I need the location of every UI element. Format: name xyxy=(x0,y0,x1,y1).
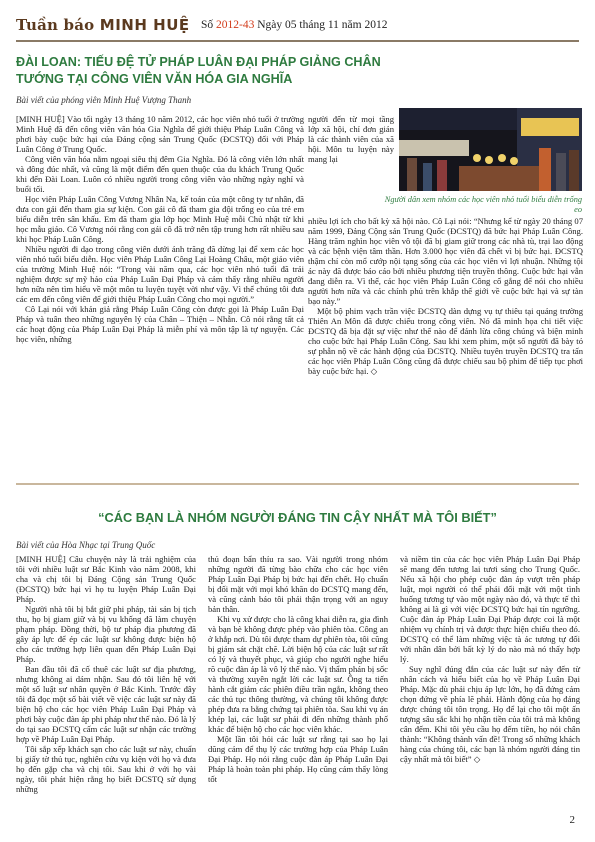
header-rule xyxy=(16,40,579,42)
issue-number: 2012-43 xyxy=(216,19,255,31)
masthead-left: Tuần báo xyxy=(16,16,95,34)
paragraph: Khi vụ xử được cho là công khai diễn ra, gia đình và bạn bè không được phép vào phiên tòa. Công an ở khắp nơi. Dù tôi được tham dự phiên tòa, tôi cũng bị giám sát chặt chẽ. Lời biện hộ của các luật sư rất có lý và thuyết phục, và giúp cho người nghe hiểu rõ cuộc đàn áp là vô lý thế nào. Vị thẩm phán bị sốc và thường xuyên ngắt lời các luật sư. Ông ta tiến hành cắt giảm các phiên điều trần ngắn, không theo các thủ tục thông thường, và chúng tôi không được phép đưa ra bằng chứng tại phiên tòa. Sau khi vụ án khép lại, các luật sư phải đi đến những thành phố khác để biện hộ cho các học viên khác. xyxy=(208,614,388,734)
article-2-column-1 xyxy=(16,554,196,794)
issue-prefix: Số xyxy=(201,19,214,31)
article-1-column-2 xyxy=(308,114,394,164)
paragraph: và niềm tin của các học viên Pháp Luân Đại Pháp sẽ mang đến tương lai tươi sáng cho Trung Quốc. Nếu xã hội cho phép cuộc đàn áp vượt trên pháp luật, mọi người có thể phải đối mặt với một tình huống tương tự vào một ngày nào đó, và thực tế thì không ai là gì với việc ĐCSTQ bức hại tín ngưỡng. Cuộc đàn áp Pháp Luân Đại Pháp được coi là một nhiệm vụ chính trị và được thực hiện chiếu theo đó. ĐCSTQ có thể làm những việc tà ác tương tự đối với nhân dân bởi bất kỳ lý do nào mà nó thấy hợp lý. xyxy=(400,554,580,664)
paragraph: Ban đầu tôi đã cố thuê các luật sư địa phương, nhưng không ai dám nhận. Sau đó tôi liên hệ với một số luật sư nhân quyền ở Bắc Kinh. Trước đây tôi đã đọc một số bài viết về việc các luật sư này đã biện hộ cho các học viên Pháp Luân Đại Pháp và phơi bày cuộc đàn áp phi pháp như thế nào. Đó là lý do tại sao ĐCSTQ cấm các luật sư nhận các trường hợp về Pháp Luân Đại Pháp. xyxy=(16,664,196,744)
article-2-byline: Bài viết của Hòa Nhạc tại Trung Quốc xyxy=(16,540,156,550)
paragraph: Tôi sắp xếp khách sạn cho các luật sư này, chuẩn bị giấy tờ thủ tục, nghiên cứu vụ kiện với họ và đưa họ đến gặp cha và chị tôi. Sau khi ở với họ vài ngày, tôi phát hiện rằng họ biết ĐCSTQ sử dụng những xyxy=(16,744,196,794)
issue-date: Ngày 05 tháng 11 năm 2012 xyxy=(257,19,388,31)
issue-info xyxy=(201,19,387,31)
section-divider xyxy=(16,483,579,485)
paragraph: Suy nghĩ đúng đắn của các luật sư này đến từ nhân cách và hiểu biết của họ về Pháp Luân Đại Pháp. Mặc dù phải chịu áp lực lớn, họ đã đứng cảm chọn đứng về phía lẽ phải. Hành động của họ đáng được chúng tôi tôn trọng. Họ để lại cho tôi một ấn tượng sâu sắc khi họ nhận tiền của tôi trả mà không cân đếm. Khi tôi yêu cầu họ đếm tiền, họ nói chân thành: “Không thành vấn đề! Trong số những khách hàng của chúng tôi, các bạn là nhóm người đáng tin cậy nhất mà tôi biết” ◇ xyxy=(400,664,580,764)
photo-caption: Người dân xem nhóm các học viên nhỏ tuổi biểu diễn trống eo xyxy=(384,195,582,214)
paragraph: Học viên Pháp Luân Công Vương Nhân Na, kế toán của một công ty tư nhân, đã đưa con gái đến tham gia sự kiện. Con gái cô đã tham gia đội trống eo của trẻ em biểu diễn trên sân khấu. Em đã tham gia lớp học Minh Huệ mỗi Chủ nhật từ khi học mẫu giáo. Cô Vương nói rằng con gái cô đã trở nên tập trung hơn rất nhiều sau khi học Pháp Luân Công. xyxy=(16,194,304,244)
photo-drum-performance xyxy=(399,108,582,191)
paragraph: Một bộ phim vạch trần việc ĐCSTQ dàn dựng vụ tự thiêu tại quảng trường Thiên An Môn đã được chiếu trong công viên. Nó đã minh họa chi tiết việc ĐCSTQ đã bịa đặt sự việc như thế nào để đánh lừa công chúng và biện minh cho cuộc bức hại Pháp Luân Công. Sau khi xem phim, một số người đã bày tỏ sự phẫn nộ về các hành động của ĐCSTQ. Nhiều tuyên truyền ĐCSTQ tra tấn các học viên Pháp Luân Công cũng đã được chiếu sau bộ phim để tiếp tục phơi bày cuộc bức hại. ◇ xyxy=(308,306,583,376)
article-1-byline: Bài viết của phóng viên Minh Huệ Vượng Thanh xyxy=(16,95,192,105)
paragraph: Người nhà tôi bị bắt giữ phi pháp, tài sản bị tịch thu, họ bị giam giữ và bị vu khống đã làm chuyện phạm pháp. Đồng thời, bộ tư pháp địa phương đã gây áp lực để ép các luật sư không được biện hộ cho các trường hợp liên quan đến Pháp Luân Đại Pháp. xyxy=(16,604,196,664)
masthead xyxy=(16,16,190,34)
page-number: 2 xyxy=(569,814,575,826)
article-1-column-3 xyxy=(308,216,583,376)
masthead-right: MINH HUỆ xyxy=(99,16,190,34)
paragraph: Công viên văn hóa nằm ngoại siêu thị đêm Gia Nghĩa. Đó là công viên lớn nhất và đông đúc nhất, và cũng là một điểm đến quen thuộc của du khách Trung Quốc khi đến Đài Loan. Luôn có nhiều người trong công viên vào những ngày nghỉ và buổi tối. xyxy=(16,154,304,194)
article-2-title: “CÁC BẠN LÀ NHÓM NGƯỜI ĐÁNG TIN CẬY NHẤT MÀ TÔI BIẾT” xyxy=(98,510,497,525)
paragraph: [MINH HUỆ] Câu chuyện này là trải nghiệm của tôi với nhiều luật sư Bắc Kinh vào năm 2008, khi cha và chị tôi bị Đảng Cộng sản Trung Quốc (ĐCSTQ) bức hại vì họ tu luyện Pháp Luân Đại Pháp. xyxy=(16,554,196,604)
paragraph: Cô Lại nói với khán giả rằng Pháp Luân Công còn được gọi là Pháp Luân Đại Pháp và tuân theo những nguyên lý của Chân – Thiện – Nhẫn. Cô nói rằng tất cả các hoạt động của Pháp Luân Đại Pháp là miễn phí và môn tập là tự nguyện. Các học viên, những xyxy=(16,304,304,344)
page-header xyxy=(16,16,579,38)
article-2-column-2 xyxy=(208,554,388,784)
paragraph: người đến từ mọi tầng lớp xã hội, chỉ đơn giản là các thành viên của xã hội. Môn tu luyện này mang lại xyxy=(308,114,394,164)
article-2-column-3 xyxy=(400,554,580,764)
paragraph: thủ đoạn bẩn thỉu ra sao. Vài người trong nhóm những người đã từng bào chữa cho các học viên Pháp Luân Đại Pháp bị bức hại đến chết. Họ chuẩn bị đối mặt với mọi khó khăn do ĐCSTQ mang đến, và cũng cảnh báo tôi phải thận trọng với an nguy bản thân. xyxy=(208,554,388,614)
paragraph: [MINH HUỆ] Vào tối ngày 13 tháng 10 năm 2012, các học viên nhỏ tuổi ở trường Minh Huệ đã đến công viên văn hóa Gia Nghĩa để giới thiệu Pháp Luân Công và phơi bày cuộc bức hại của Đảng cộng sản Trung Quốc (ĐCSTQ) đối với Pháp Luân Công ở Trung Quốc. xyxy=(16,114,304,154)
paragraph: Một lần tôi hỏi các luật sư rằng tại sao họ lại dũng cảm để thụ lý các trường hợp của Pháp Luân Đại Pháp. Họ nói rằng cuộc đàn áp Pháp Luân Đại Pháp là hoàn toàn phi pháp. Họ cũng cảm thấy lòng tốt xyxy=(208,734,388,784)
article-1-title: ĐÀI LOAN: TIẾU ĐỆ TỬ PHÁP LUÂN ĐẠI PHÁP GIẢNG CHÂN TƯỚNG TẠI CÔNG VIÊN VĂN HÓA GIA NGHĨA xyxy=(16,55,381,86)
paragraph: nhiều lợi ích cho bất kỳ xã hội nào. Cô Lại nói: “Nhưng kể từ ngày 20 tháng 07 năm 1999, Đảng Cộng sản Trung Quốc (ĐCSTQ) đã bức hại Pháp Luân Công. Hàng trăm nghìn học viên vô tội đã bị giam giữ trong các nhà tù, trại lao động và các bệnh viện tâm thần. Hơn 3.000 học viên đã chết vì bị bức hại. ĐCSTQ thậm chí còn mổ cướp nội tạng sống của các học viên vì lợi nhuận. Những tội ác này đã được báo cáo bởi nhiều phương tiện truyền thông. Cuộc bức hại vẫn đang diễn ra. Vì thế, các học viên Pháp Luân Công cố gắng để nói cho nhiều người hơn nữa và các chính phủ trên khắp thế giới về cuộc bức hại và sự tàn bạo này.” xyxy=(308,216,583,306)
paragraph: Nhiều người đi dạo trong công viên dưới ánh trăng đã dừng lại để xem các học viên nhỏ tuổi biểu diễn. Học viên Pháp Luân Công Lại Hoàng Châu, một giáo viên của trường Minh Huệ nói: “Trong vài năm qua, các học viên nhỏ tuổi đã trải nghiệm được sự mỹ hảo của Pháp Luân Đại Pháp và cảm thấy rằng nhiều người hơn nữa nên tìm hiểu về một môn tu luyện tuyệt vời như vậy. Vì thế chúng tôi đưa các em đến công viên để giới thiệu Pháp Luân Công cho mọi người.” xyxy=(16,244,304,304)
article-1-column-1 xyxy=(16,114,304,344)
